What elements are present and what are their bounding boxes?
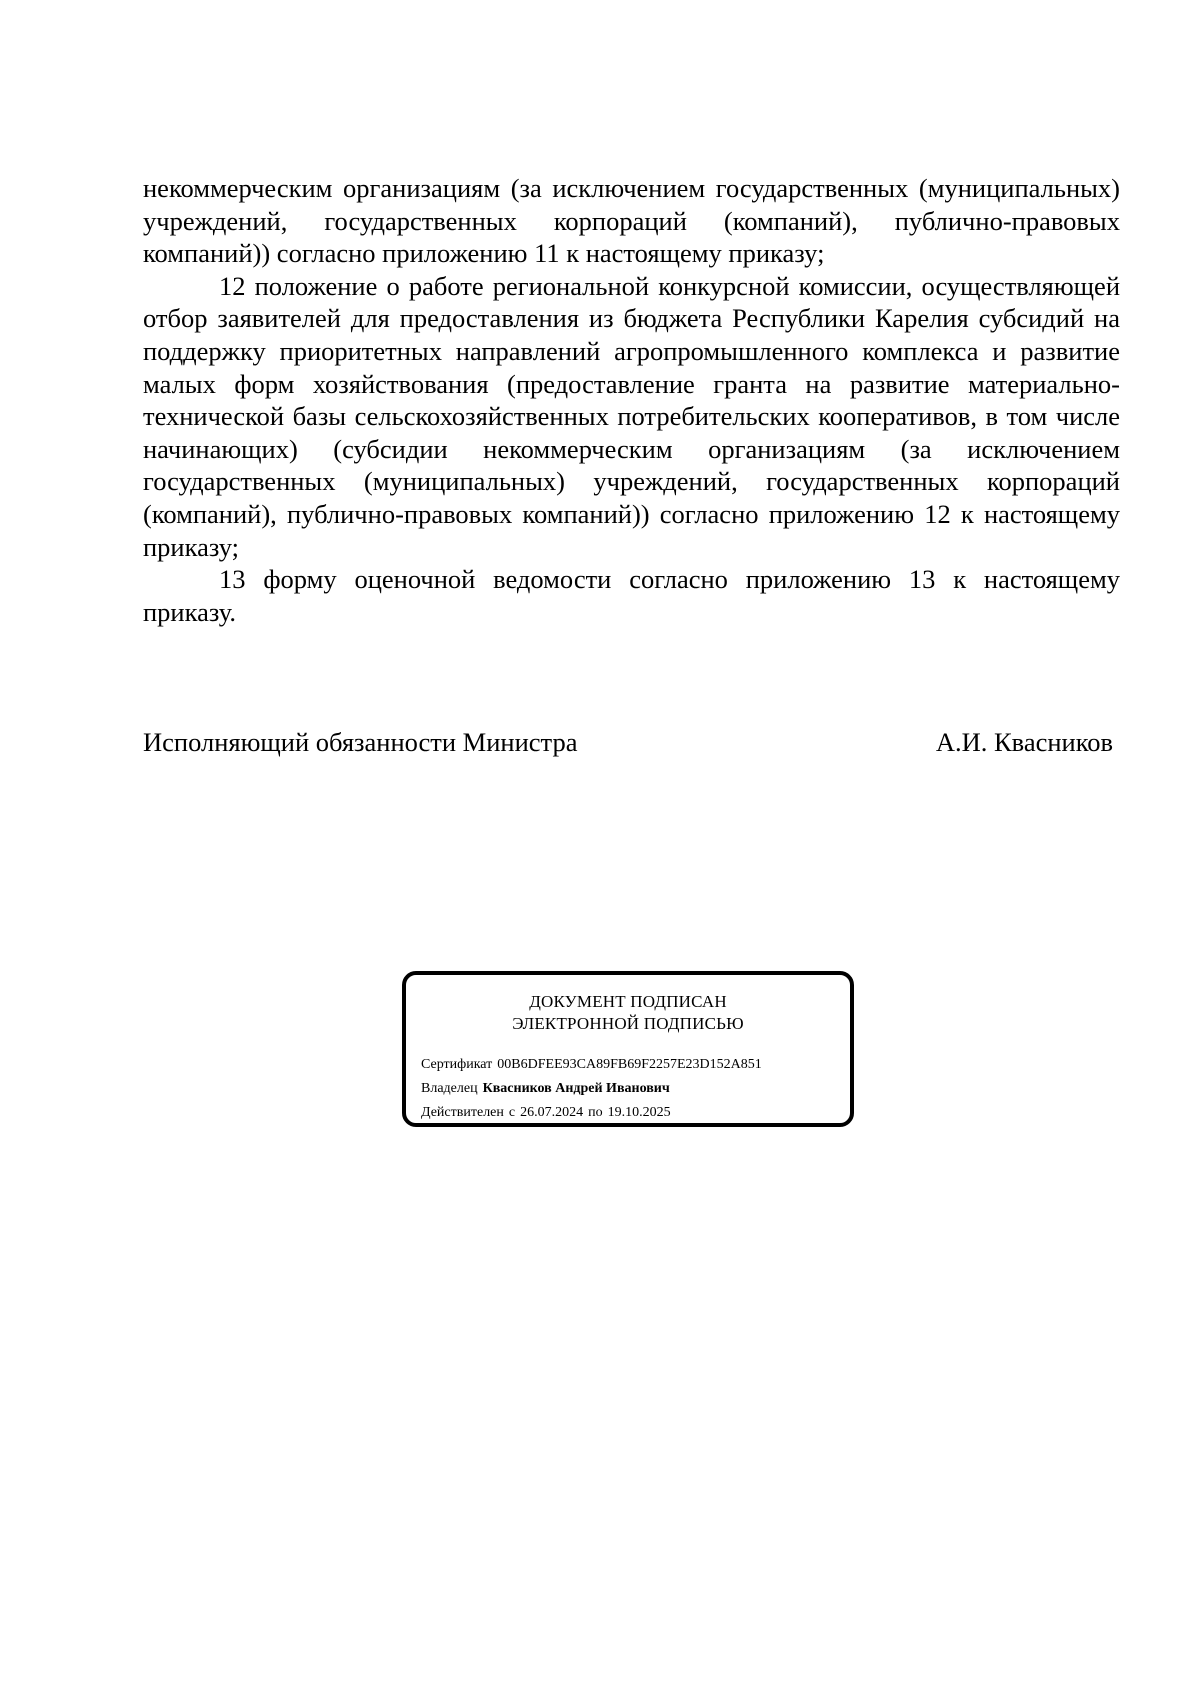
electronic-signature-stamp — [402, 971, 854, 1127]
validity-from-date: 26.07.2024 — [520, 1105, 584, 1120]
stamp-validity-row — [421, 1101, 767, 1125]
stamp-details — [421, 1053, 767, 1125]
paragraph-item-11-continuation: некоммерческим организациям (за исключением государственных (муниципальных) учреждений, государственных корпораций (компаний), публично-правовых компаний)) согласно приложению 11 к настоящему приказу; — [143, 173, 1120, 269]
validity-to-date: 19.10.2025 — [607, 1105, 671, 1120]
certificate-label: Сертификат — [421, 1057, 493, 1072]
document-body — [143, 172, 1120, 628]
stamp-certificate-row — [421, 1053, 767, 1077]
stamp-title-line-2: ЭЛЕКТРОННОЙ ПОДПИСЬЮ — [512, 1014, 744, 1033]
stamp-title-line-1: ДОКУМЕНТ ПОДПИСАН — [529, 992, 727, 1011]
validity-label: Действителен — [421, 1105, 504, 1120]
validity-from-label: с — [508, 1105, 516, 1120]
owner-label: Владелец — [421, 1081, 478, 1096]
stamp-title — [406, 991, 850, 1035]
signatory-position: Исполняющий обязанности Министра — [143, 727, 578, 757]
stamp-owner-row — [421, 1077, 767, 1101]
paragraph-item-12: 12 положение о работе региональной конкурсной комиссии, осуществляющей отбор заявителей для предоставления из бюджета Республики Карелия субсидий на поддержку приоритетных направлений агропромышленного комплекса и развитие малых форм хозяйствования (предоставление гранта на развитие материально-технической базы сельскохозяйственных потребительских кооперативов, в том числе начинающих) (субсидии некоммерческим организациям (за исключением государственных (муниципальных) учреждений, государственных корпораций (компаний), публично-правовых компаний)) согласно приложению 12 к настоящему приказу; — [143, 270, 1120, 562]
certificate-value: 00B6DFEE93CA89FB69F2257E23D152A851 — [497, 1057, 762, 1072]
owner-value: Квасников Андрей Иванович — [482, 1081, 670, 1096]
paragraph-item-13: 13 форму оценочной ведомости согласно приложению 13 к настоящему приказу. — [143, 564, 1120, 627]
validity-to-label: по — [588, 1105, 603, 1120]
signatory-name: А.И. Квасников — [935, 727, 1113, 757]
